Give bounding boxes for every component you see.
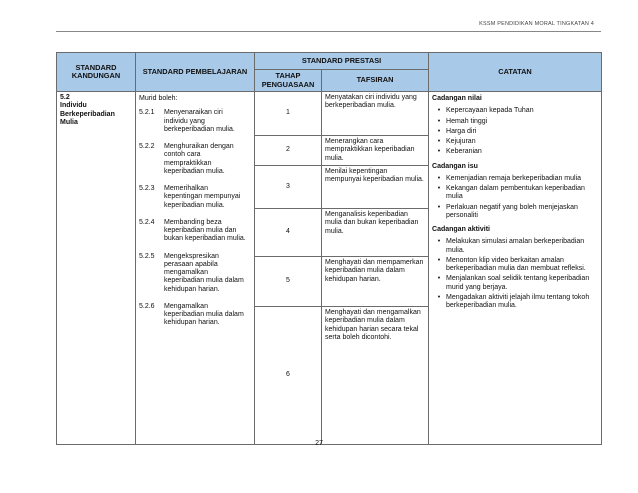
page-number: 27: [315, 440, 323, 447]
sp-item-text: Menyenaraikan ciri individu yang berkeperibadian mulia.: [164, 109, 235, 133]
list-item: [432, 238, 598, 255]
standard-kandungan-cell: [57, 92, 136, 445]
running-head: KSSM PENDIDIKAN MORAL TINGKATAN 4: [479, 21, 594, 27]
bullet-icon: •: [437, 238, 441, 246]
bullet-icon: •: [437, 127, 441, 135]
bullet-icon: •: [437, 203, 441, 211]
tahap-cell: 3: [255, 166, 322, 209]
bullet-icon: •: [437, 148, 441, 156]
tahap-cell: 1: [255, 92, 322, 136]
tafsiran-cell: Menyatakan ciri individu yang berkeperibadian mulia.: [322, 92, 429, 136]
sp-item-code: 5.2.2: [139, 143, 155, 151]
bullet-icon: •: [437, 107, 441, 115]
bullet-icon: •: [437, 185, 441, 193]
sp-item: [139, 303, 251, 328]
tafsiran-cell: Menghayati dan mengamalkan keperibadian mulia dalam kehidupan harian secara tekal serta boleh dicontohi.: [322, 307, 429, 445]
list-item-text: Kemenjadian remaja berkeperibadian mulia: [446, 174, 582, 182]
sp-item-code: 5.2.1: [139, 109, 155, 117]
list-item-text: Kepercayaan kepada Tuhan: [446, 107, 534, 115]
list-item: [432, 107, 598, 115]
sp-item-code: 5.2.5: [139, 252, 155, 260]
cadangan-nilai-heading: Cadangan nilai: [432, 95, 482, 103]
tafsiran-cell: Menerangkan cara mempraktikkan keperibadian mulia.: [322, 136, 429, 166]
tafsiran-cell: Menilai kepentingan mempunyai keperibadian mulia.: [322, 166, 429, 209]
list-item-text: Harga diri: [446, 127, 477, 135]
standard-pembelajaran-cell: [136, 92, 255, 445]
sp-item-text: Mengamalkan keperibadian mulia dalam kehidupan harian.: [164, 302, 244, 327]
list-item-text: Kejujuran: [446, 138, 476, 146]
sp-item: [139, 185, 251, 210]
list-item-text: Perlakuan negatif yang boleh menjejaskan personaliti: [446, 203, 578, 219]
sk-title: Individu Berkeperibadian Mulia: [60, 102, 115, 126]
curriculum-table: [56, 52, 602, 445]
list-item-text: Kekangan dalam pembentukan keperibadian mulia: [446, 185, 585, 201]
header-catatan: CATATAN: [429, 53, 602, 92]
list-item: [432, 185, 598, 202]
tafsiran-cell: Menganalisis keperibadian mulia dan bukan keperibadian mulia.: [322, 209, 429, 257]
header-standard-pembelajaran: STANDARD PEMBELAJARAN: [136, 53, 255, 92]
list-item-text: Menonton klip video berkaitan amalan berkeperibadian mulia dan membuat refleksi.: [446, 256, 586, 273]
bullet-icon: •: [437, 117, 441, 125]
cadangan-aktiviti-heading: Cadangan aktiviti: [432, 226, 490, 234]
list-item: [432, 257, 598, 274]
sp-item: [139, 219, 251, 244]
tahap-cell: 4: [255, 209, 322, 257]
header-tahap-penguasaan: TAHAP PENGUASAAN: [255, 70, 322, 92]
sp-item-text: Mengekspresikan perasaan apabila mengamalkan keperibadian mulia dalam kehidupan harian.: [164, 252, 244, 293]
list-item: [432, 175, 598, 183]
list-item: [432, 128, 598, 136]
tahap-cell: 6: [255, 307, 322, 445]
sp-item: [139, 253, 251, 294]
list-item: [432, 138, 598, 146]
list-item-text: Menjalankan soal selidik tentang keperibadian murid yang berjaya.: [446, 275, 590, 291]
bullet-icon: •: [437, 256, 441, 264]
list-item-text: Mengadakan aktiviti jelajah ilmu tentang tokoh berkeperibadian mulia.: [446, 293, 590, 310]
list-item: [432, 148, 598, 156]
catatan-cell: [429, 92, 602, 445]
cadangan-isu-heading: Cadangan isu: [432, 162, 478, 170]
bullet-icon: •: [437, 174, 441, 182]
sp-item: [139, 109, 251, 134]
header-rule: [56, 31, 601, 32]
sk-code: 5.2: [60, 94, 70, 102]
tahap-cell: 5: [255, 257, 322, 307]
list-item-text: Hemah tinggi: [446, 117, 488, 125]
sp-item-text: Membanding beza keperibadian mulia dan bukan keperibadian mulia.: [164, 218, 246, 243]
bullet-icon: •: [437, 138, 441, 146]
header-standard-kandungan: STANDARD KANDUNGAN: [57, 53, 136, 92]
sp-item-code: 5.2.4: [139, 218, 155, 226]
tahap-cell: 2: [255, 136, 322, 166]
list-item: [432, 275, 598, 292]
sp-item-code: 5.2.3: [139, 185, 155, 193]
list-item: [432, 204, 598, 221]
sp-intro: Murid boleh:: [139, 95, 178, 103]
list-item-text: Keberanian: [446, 148, 482, 156]
bullet-icon: •: [437, 293, 441, 301]
tafsiran-cell: Menghayati dan mempamerkan keperibadian mulia dalam kehidupan harian.: [322, 257, 429, 307]
list-item: [432, 294, 598, 311]
bullet-icon: •: [437, 275, 441, 283]
cadangan-isu-list: [432, 175, 598, 220]
sp-item-code: 5.2.6: [139, 302, 155, 310]
header-tafsiran: TAFSIRAN: [322, 70, 429, 92]
cadangan-nilai-list: [432, 107, 598, 156]
header-standard-prestasi: STANDARD PRESTASI: [255, 53, 429, 70]
sp-item: [139, 143, 251, 176]
cadangan-aktiviti-list: [432, 238, 598, 310]
list-item: [432, 118, 598, 126]
sp-item-text: Menghuraikan dengan contoh cara mempraktikkan keperibadian mulia.: [164, 143, 234, 175]
sp-item-text: Memerihalkan kepentingan mempunyai keperibadian mulia.: [164, 185, 241, 209]
list-item-text: Melakukan simulasi amalan berkeperibadian mulia.: [446, 238, 585, 254]
